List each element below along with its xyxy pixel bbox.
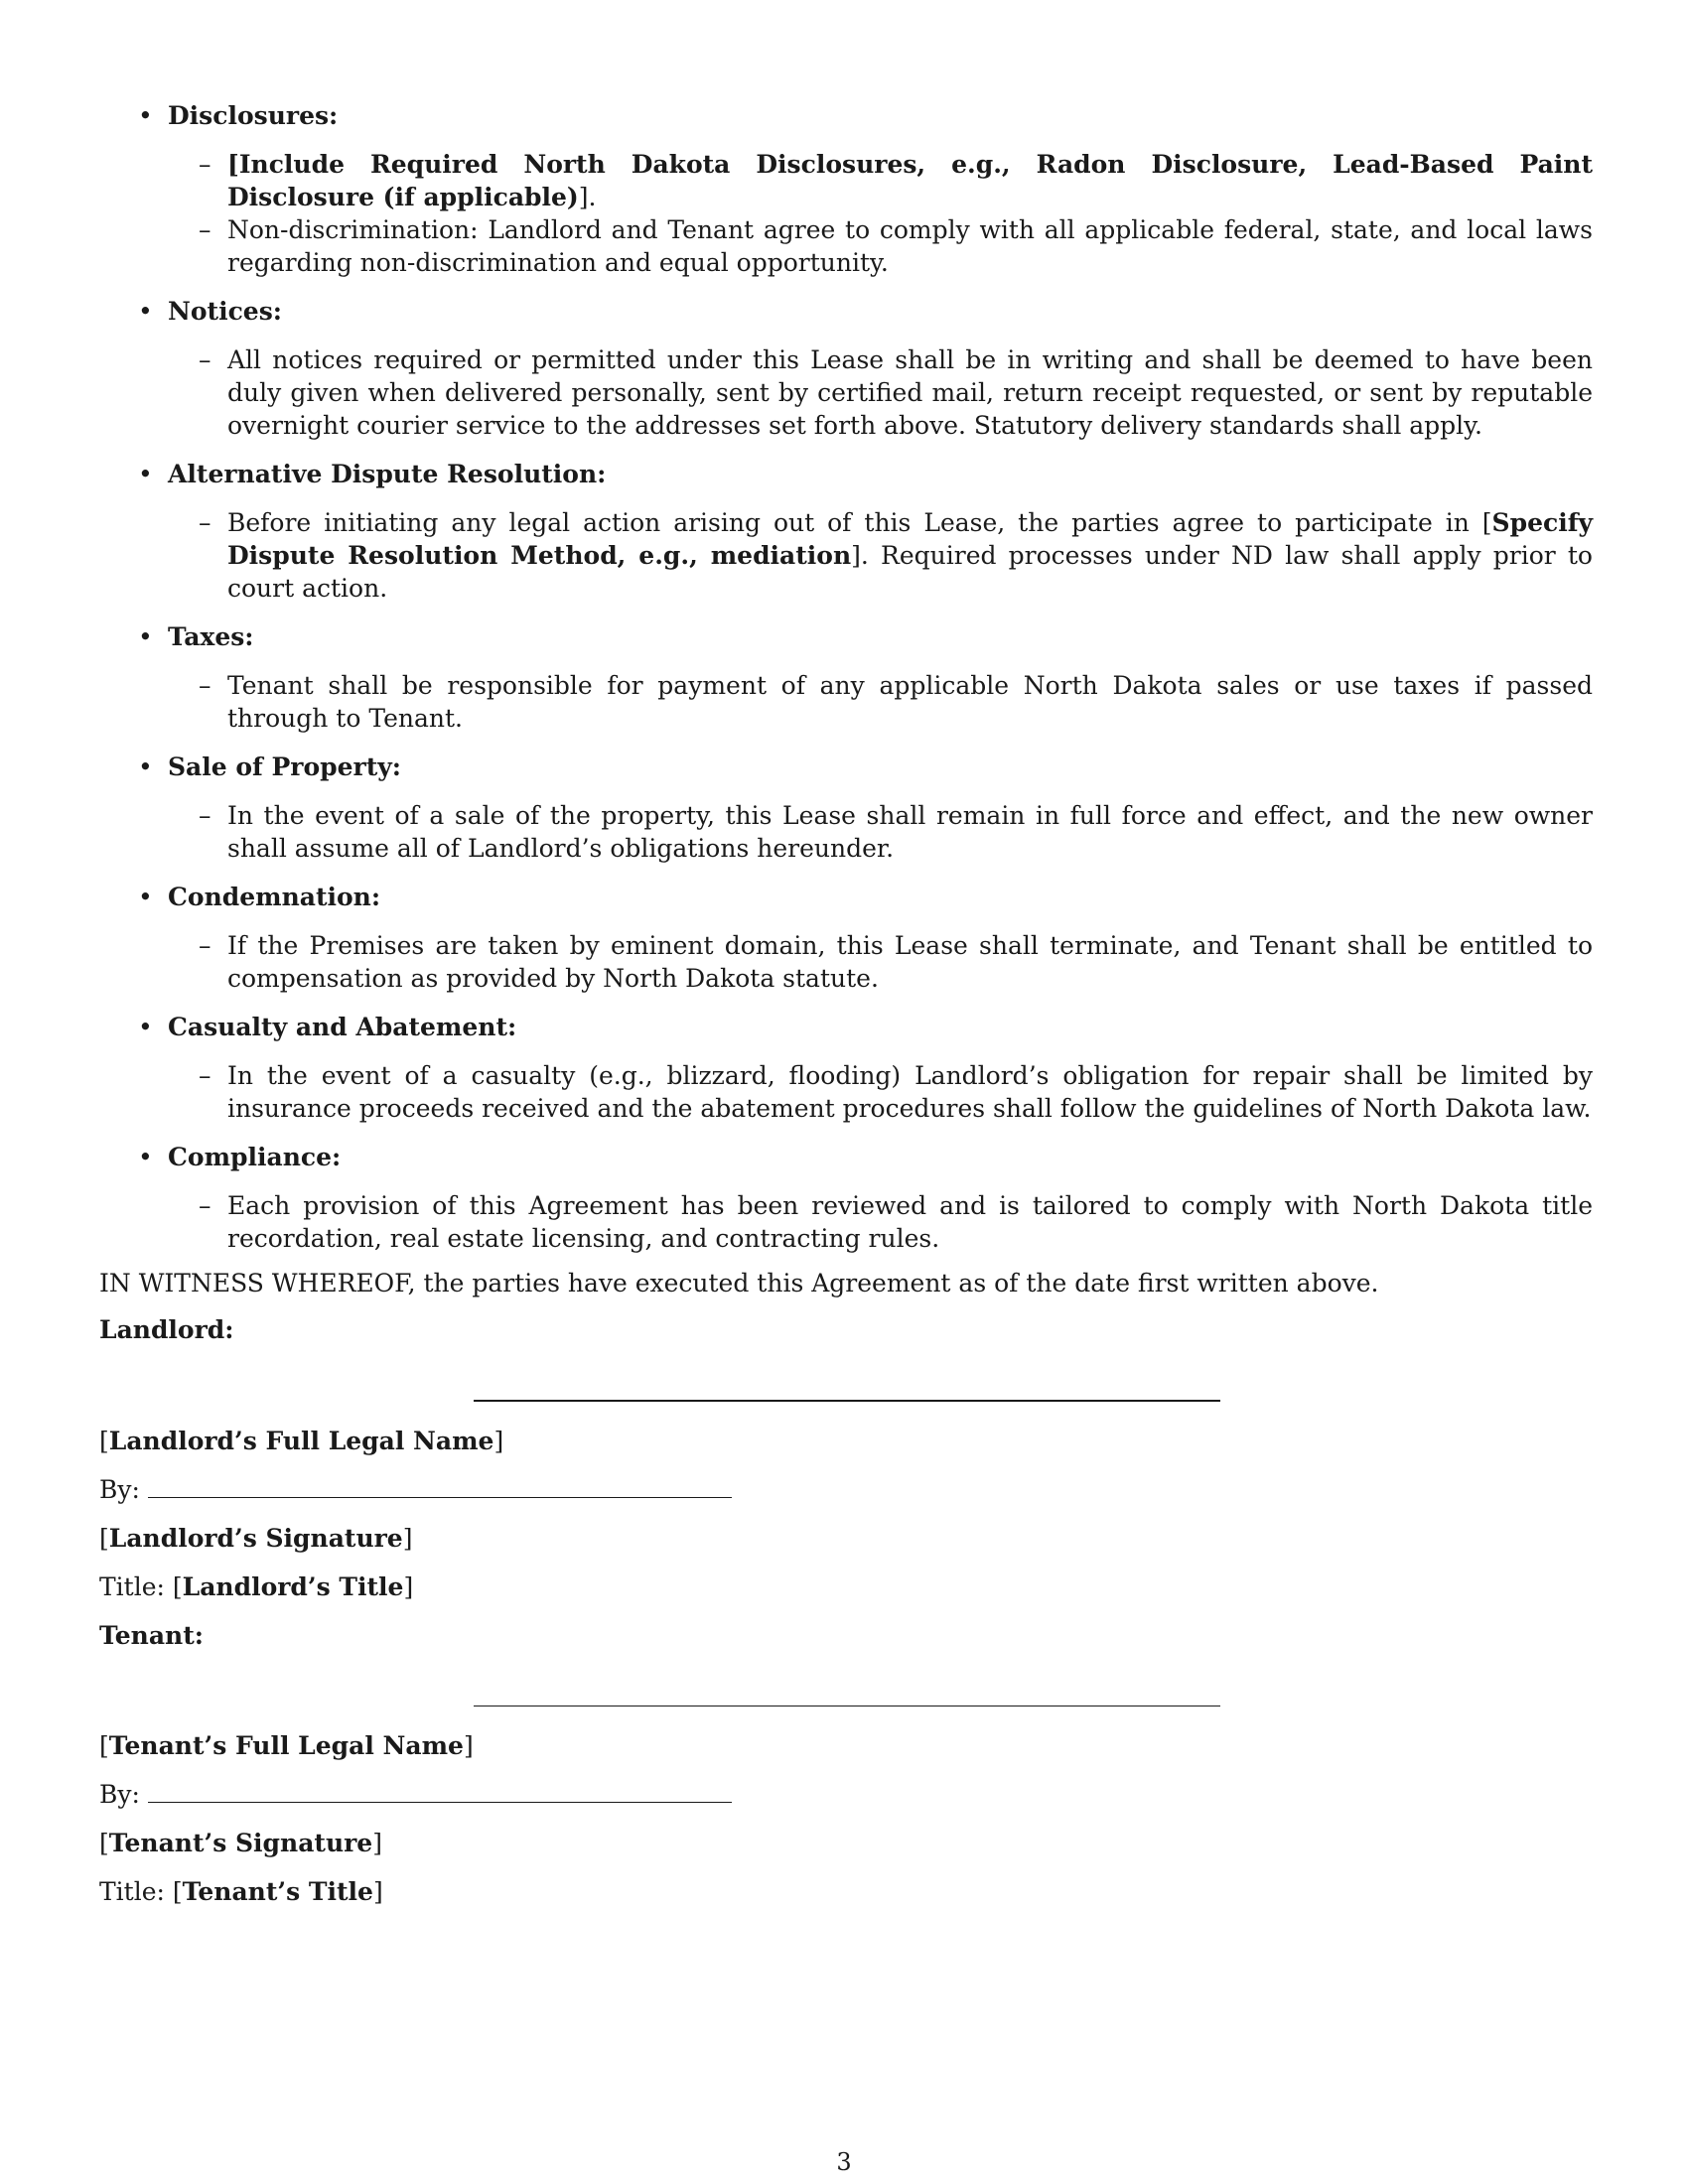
clause-items <box>99 1189 1593 1255</box>
landlord-title-label: Title: <box>99 1572 165 1601</box>
clause-item <box>99 1189 1593 1255</box>
clause-item <box>99 1059 1593 1125</box>
clause-heading-text: Condemnation: <box>168 883 381 911</box>
clause-heading-text: Disclosures: <box>168 101 339 130</box>
clause-section <box>99 751 1593 865</box>
tenant-name: Tenant’s Full Legal Name <box>108 1731 464 1760</box>
clause-section <box>99 1141 1593 1255</box>
clause-heading-text: Compliance: <box>168 1143 342 1171</box>
tenant-signature: Tenant’s Signature <box>108 1829 373 1857</box>
landlord-name-row: [Landlord’s Full Legal Name] <box>99 1427 504 1455</box>
bullet-marker: • <box>138 1013 153 1041</box>
clause-text: In the event of a sale of the property, this Lease shall remain in full force and effect, and the new owner shall assume all of Landlord’s obligations hereunder. <box>227 801 1593 863</box>
dash-marker: – <box>199 1191 211 1220</box>
tenant-name-row: [Tenant’s Full Legal Name] <box>99 1731 474 1760</box>
clause-heading-text: Taxes: <box>168 622 254 651</box>
bullet-marker: • <box>138 752 153 781</box>
dash-marker: – <box>199 215 211 244</box>
clause-heading-text: Casualty and Abatement: <box>168 1013 517 1041</box>
clause-section <box>99 620 1593 735</box>
clause-text: Before initiating any legal action arising out of this Lease, the parties agree to participate in [ <box>227 508 1492 537</box>
witness-statement: IN WITNESS WHEREOF, the parties have executed this Agreement as of the date first written above. <box>99 1269 1379 1297</box>
document-body <box>99 99 1593 1924</box>
clause-heading-text: Notices: <box>168 297 283 326</box>
clause-item <box>99 343 1593 442</box>
clause-heading <box>99 620 1589 653</box>
clause-heading <box>99 295 1589 328</box>
clause-items <box>99 929 1593 995</box>
clause-text: ]. Required processes under ND law shall apply prior to court action. <box>227 541 1593 603</box>
clause-section <box>99 458 1593 605</box>
clause-text: Non-discrimination: Landlord and Tenant agree to comply with all applicable federal, state, and local laws regarding non-discrimination and equal opportunity. <box>227 215 1593 277</box>
clause-heading <box>99 458 1589 490</box>
dash-marker: – <box>199 508 211 537</box>
clause-items <box>99 148 1593 279</box>
tenant-by-line <box>148 1780 732 1803</box>
landlord-label: Landlord: <box>99 1315 234 1344</box>
landlord-by-row <box>99 1473 1589 1506</box>
clause-text: Each provision of this Agreement has been reviewed and is tailored to comply with North Dakota title recordation, real estate licensing, and contracting rules. <box>227 1191 1593 1253</box>
clause-text: If the Premises are taken by eminent domain, this Lease shall terminate, and Tenant shall be entitled to compensation as provided by North Dakota statute. <box>227 931 1593 993</box>
clause-item <box>99 669 1593 735</box>
landlord-signature-row: [Landlord’s Signature] <box>99 1524 413 1553</box>
bullet-marker: • <box>138 101 153 130</box>
landlord-title-row: Title: [Landlord’s Title] <box>99 1572 414 1601</box>
clause-items <box>99 506 1593 605</box>
landlord-signature: Landlord’s Signature <box>108 1524 403 1553</box>
placeholder-text: Specify Dispute Resolution Method, e.g., mediation <box>227 508 1593 570</box>
clause-item <box>99 148 1593 213</box>
tenant-title-label: Title: <box>99 1877 165 1906</box>
clause-heading-text: Sale of Property: <box>168 752 401 781</box>
clause-heading <box>99 881 1589 913</box>
tenant-signature-row: [Tenant’s Signature] <box>99 1829 382 1857</box>
tenant-signature-block <box>99 1619 1589 1908</box>
tenant-title-row: Title: [Tenant’s Title] <box>99 1877 383 1906</box>
landlord-name: Landlord’s Full Legal Name <box>108 1427 494 1455</box>
clause-heading <box>99 751 1589 783</box>
clause-section <box>99 295 1593 442</box>
landlord-by-line <box>148 1475 732 1498</box>
dash-marker: – <box>199 150 211 179</box>
tenant-by-label: By: <box>99 1780 140 1809</box>
clause-text: Tenant shall be responsible for payment of any applicable North Dakota sales or use taxes if passed through to Tenant. <box>227 671 1593 733</box>
clause-text: In the event of a casualty (e.g., blizzard, flooding) Landlord’s obligation for repair shall be limited by insurance proceeds received and the abatement procedures shall follow the guidelines of North Dakota law. <box>227 1061 1593 1123</box>
tenant-label: Tenant: <box>99 1621 204 1650</box>
dash-marker: – <box>199 931 211 960</box>
clause-text: ]. <box>578 183 597 211</box>
landlord-title: Landlord’s Title <box>182 1572 404 1601</box>
clause-item <box>99 929 1593 995</box>
clause-items <box>99 1059 1593 1125</box>
clause-items <box>99 669 1593 735</box>
clause-heading-text: Alternative Dispute Resolution: <box>168 460 607 488</box>
clause-items <box>99 799 1593 865</box>
clause-text: All notices required or permitted under this Lease shall be in writing and shall be deemed to have been duly given when delivered personally, sent by certified mail, return receipt requested, or sent by reputable overnight courier service to the addresses set forth above. Statutory delivery standards shall apply. <box>227 345 1593 440</box>
clause-item <box>99 506 1593 605</box>
lease-clauses-list <box>99 99 1593 1255</box>
dash-marker: – <box>199 1061 211 1090</box>
clause-section <box>99 881 1593 995</box>
clause-items <box>99 343 1593 442</box>
bullet-marker: • <box>138 883 153 911</box>
tenant-title: Tenant’s Title <box>182 1877 373 1906</box>
clause-item <box>99 213 1593 279</box>
clause-item <box>99 799 1593 865</box>
clause-section <box>99 1011 1593 1125</box>
landlord-signature-block <box>99 1313 1589 1603</box>
clause-heading <box>99 1011 1589 1043</box>
dash-marker: – <box>199 671 211 700</box>
bullet-marker: • <box>138 297 153 326</box>
bullet-marker: • <box>138 460 153 488</box>
clause-heading <box>99 1141 1589 1173</box>
placeholder-text: [Include Required North Dakota Disclosures, e.g., Radon Disclosure, Lead-Based Paint Disclosure (if applicable) <box>227 150 1593 211</box>
page-number: 3 <box>836 2148 852 2176</box>
clause-heading <box>99 99 1589 132</box>
tenant-by-row <box>99 1778 1589 1811</box>
dash-marker: – <box>199 345 211 374</box>
bullet-marker: • <box>138 1143 153 1171</box>
dash-marker: – <box>199 801 211 830</box>
landlord-by-label: By: <box>99 1475 140 1504</box>
clause-section <box>99 99 1593 279</box>
bullet-marker: • <box>138 622 153 651</box>
